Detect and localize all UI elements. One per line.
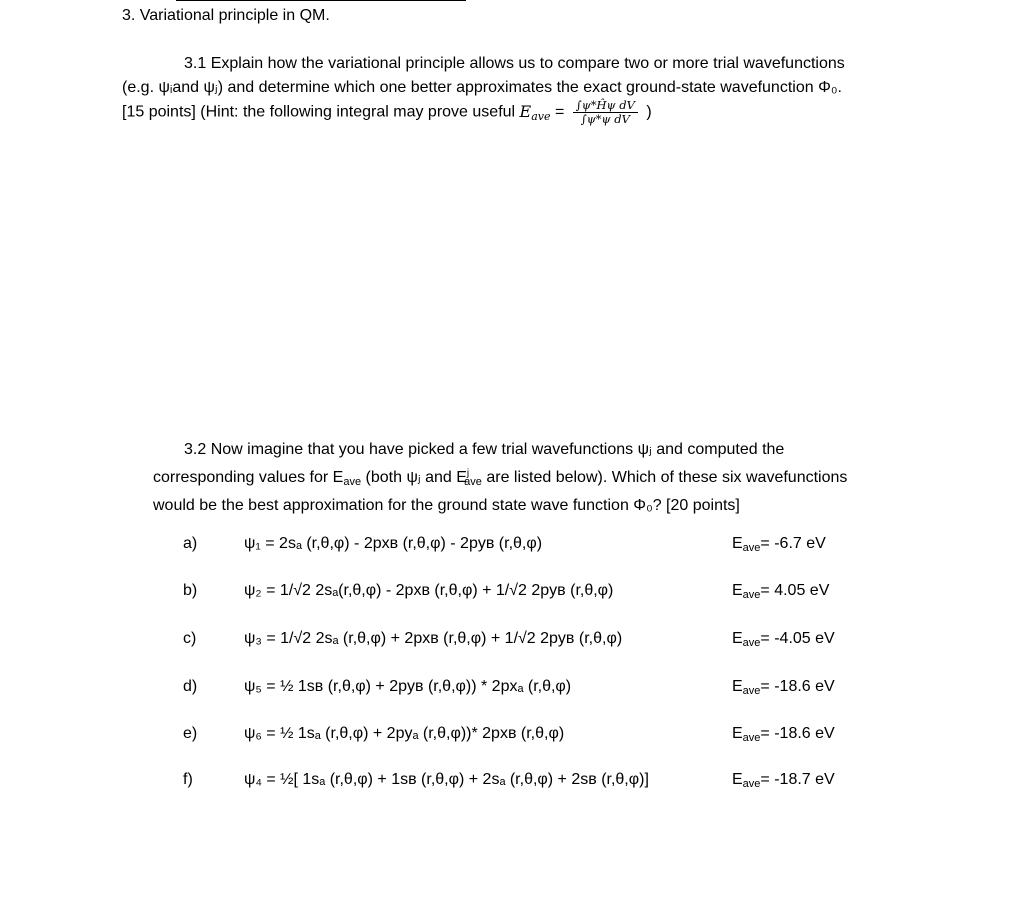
q31-line-2: (e.g. ψᵢand ψⱼ) and determine which one better approximates the exact ground-state wavefunction Φ₀. [122,78,842,96]
option-formula: ψ₆ = ½ 1sₐ (r,θ,φ) + 2pyₐ (r,θ,φ))* 2pxʙ (r,θ,φ) [244,725,565,742]
eave-symbol: $E_{ave}$ [519,101,551,123]
option-energy: $E_{ave}= -4.05$ eV [732,630,835,649]
option-energy: $E_{ave}= -6.7$ eV [732,535,826,554]
option-formula: ψ₁ = 2sₐ (r,θ,φ) - 2pxʙ (r,θ,φ) - 2pyʙ (r,θ,φ) [244,535,543,552]
option-b [0,579,1024,603]
option-energy: $E_{ave}= -18.7$ eV [732,771,835,790]
q32-line-3: would be the best approximation for the ground state wave function Φ₀? [20 points] [153,497,740,514]
q31-line-3-suffix: ) [641,103,652,121]
option-label: c) [183,630,197,647]
option-label: f) [183,771,193,788]
option-label: a) [183,535,198,552]
option-d [0,675,1024,699]
option-formula: ψ₅ = ½ 1sʙ (r,θ,φ) + 2pyʙ (r,θ,φ)) * 2pxₐ (r,θ,φ) [244,678,572,695]
option-formula: ψ₂ = 1/√2 2sₐ(r,θ,φ) - 2pxʙ (r,θ,φ) + 1/√2 2pyʙ (r,θ,φ) [244,582,614,599]
q32-line-2: corresponding values for $E_{ave}$ (both ψⱼ and $E^j_{ave}$ are listed below). Which of these six wavefunctions [153,467,848,488]
option-energy: $E_{ave}= -18.6$ eV [732,725,835,744]
top-rule [176,0,466,1]
equals-sign: = [550,103,569,121]
question-3-2 [153,438,915,518]
option-f [0,768,1024,792]
q32-line-1: 3.2 Now imagine that you have picked a few trial wavefunctions ψⱼ and computed the [184,441,785,458]
option-energy: $E_{ave}= 4.05$ eV [732,582,830,601]
option-energy: $E_{ave}= -18.6$ eV [732,678,835,697]
option-a [0,532,1024,556]
option-label: b) [183,582,198,599]
section-title: 3. Variational principle in QM. [122,7,330,24]
q31-line-3-prefix: [15 points] (Hint: the following integral may prove useful [122,103,520,121]
hint-fraction [573,99,638,126]
option-label: d) [183,678,198,695]
q31-line-1: 3.1 Explain how the variational principle allows us to compare two or more trial wavefunctions [184,55,845,72]
option-formula: ψ₄ = ½[ 1sₐ (r,θ,φ) + 1sʙ (r,θ,φ) + 2sₐ (r,θ,φ) + 2sʙ (r,θ,φ)] [244,771,649,788]
option-formula: ψ₃ = 1/√2 2sₐ (r,θ,φ) + 2pxʙ (r,θ,φ) + 1/√2 2pyʙ (r,θ,φ) [244,630,623,647]
question-3-1 [122,52,918,128]
option-e [0,722,1024,746]
fraction-numerator: ∫ψ*Ĥψ dV [573,99,638,113]
fraction-denominator: ∫ψ*ψ dV [580,112,630,126]
option-c [0,627,1024,651]
option-label: e) [183,725,198,742]
q31-line-3 [122,99,918,128]
